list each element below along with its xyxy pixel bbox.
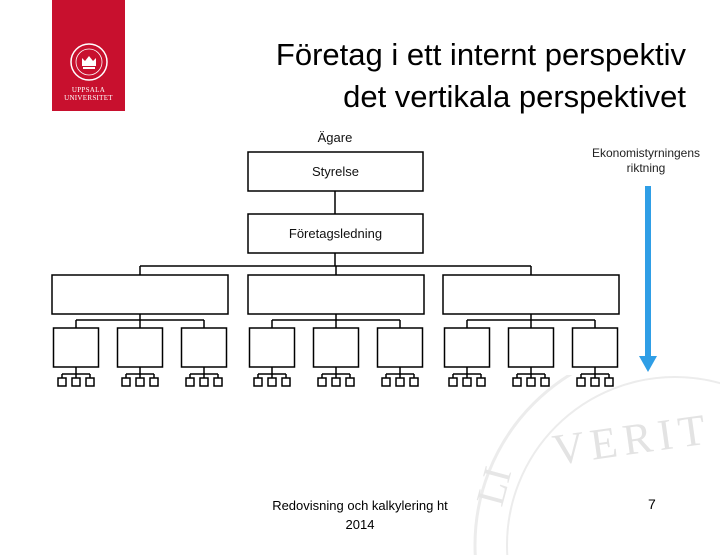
owner-label: Ägare <box>317 130 353 145</box>
management-label: Företagsledning <box>288 226 383 241</box>
slide-title-line1: Företag i ett internt perspektiv <box>275 37 686 72</box>
board-label: Styrelse <box>312 164 359 179</box>
footer <box>255 496 465 534</box>
unit-box-1-1-2 <box>72 378 80 386</box>
control-direction-label-line1: Ekonomistyrningens <box>591 146 701 160</box>
unit-box-3-2-3 <box>541 378 549 386</box>
unit-box-3-3-2 <box>591 378 599 386</box>
watermark-letters: VERIT <box>549 404 715 475</box>
footer-line2: 2014 <box>345 517 375 532</box>
logo-text-line1: UPPSALA <box>71 86 106 94</box>
division-box-2 <box>248 275 424 314</box>
unit-box-2-2-2 <box>332 378 340 386</box>
department-box-2-1 <box>250 328 295 367</box>
unit-box-3-1-3 <box>477 378 485 386</box>
logo-text-line2: UNIVERSITET <box>64 94 113 102</box>
unit-box-1-3-2 <box>200 378 208 386</box>
unit-box-2-1-2 <box>268 378 276 386</box>
department-box-2-2 <box>314 328 359 367</box>
unit-box-2-3-2 <box>396 378 404 386</box>
unit-box-2-2-3 <box>346 378 354 386</box>
department-box-3-2 <box>509 328 554 367</box>
unit-box-1-2-1 <box>122 378 130 386</box>
unit-box-1-1-3 <box>86 378 94 386</box>
unit-box-2-3-1 <box>382 378 390 386</box>
unit-box-3-1-2 <box>463 378 471 386</box>
unit-box-1-2-2 <box>136 378 144 386</box>
unit-box-1-3-1 <box>186 378 194 386</box>
department-box-1-3 <box>182 328 227 367</box>
unit-box-3-3-3 <box>605 378 613 386</box>
unit-box-3-2-2 <box>527 378 535 386</box>
department-box-1-2 <box>118 328 163 367</box>
department-box-1-1 <box>54 328 99 367</box>
unit-box-1-2-3 <box>150 378 158 386</box>
watermark-letters-side: LI <box>466 462 521 511</box>
unit-box-1-3-3 <box>214 378 222 386</box>
department-box-3-3 <box>573 328 618 367</box>
unit-box-2-2-1 <box>318 378 326 386</box>
slide-title-line2: det vertikala perspektivet <box>343 79 686 114</box>
footer-line1: Redovisning och kalkylering ht <box>272 498 448 513</box>
page-number: 7 <box>648 496 656 512</box>
arrow-down-icon <box>638 186 658 374</box>
department-box-2-3 <box>378 328 423 367</box>
unit-box-1-1-1 <box>58 378 66 386</box>
unit-box-3-2-1 <box>513 378 521 386</box>
unit-box-3-1-1 <box>449 378 457 386</box>
unit-box-2-1-1 <box>254 378 262 386</box>
control-direction-label <box>578 146 714 176</box>
department-box-3-1 <box>445 328 490 367</box>
control-direction-label-line2: riktning <box>626 161 666 175</box>
division-box-1 <box>52 275 228 314</box>
unit-box-3-3-1 <box>577 378 585 386</box>
division-box-3 <box>443 275 619 314</box>
unit-box-2-1-3 <box>282 378 290 386</box>
unit-box-2-3-3 <box>410 378 418 386</box>
